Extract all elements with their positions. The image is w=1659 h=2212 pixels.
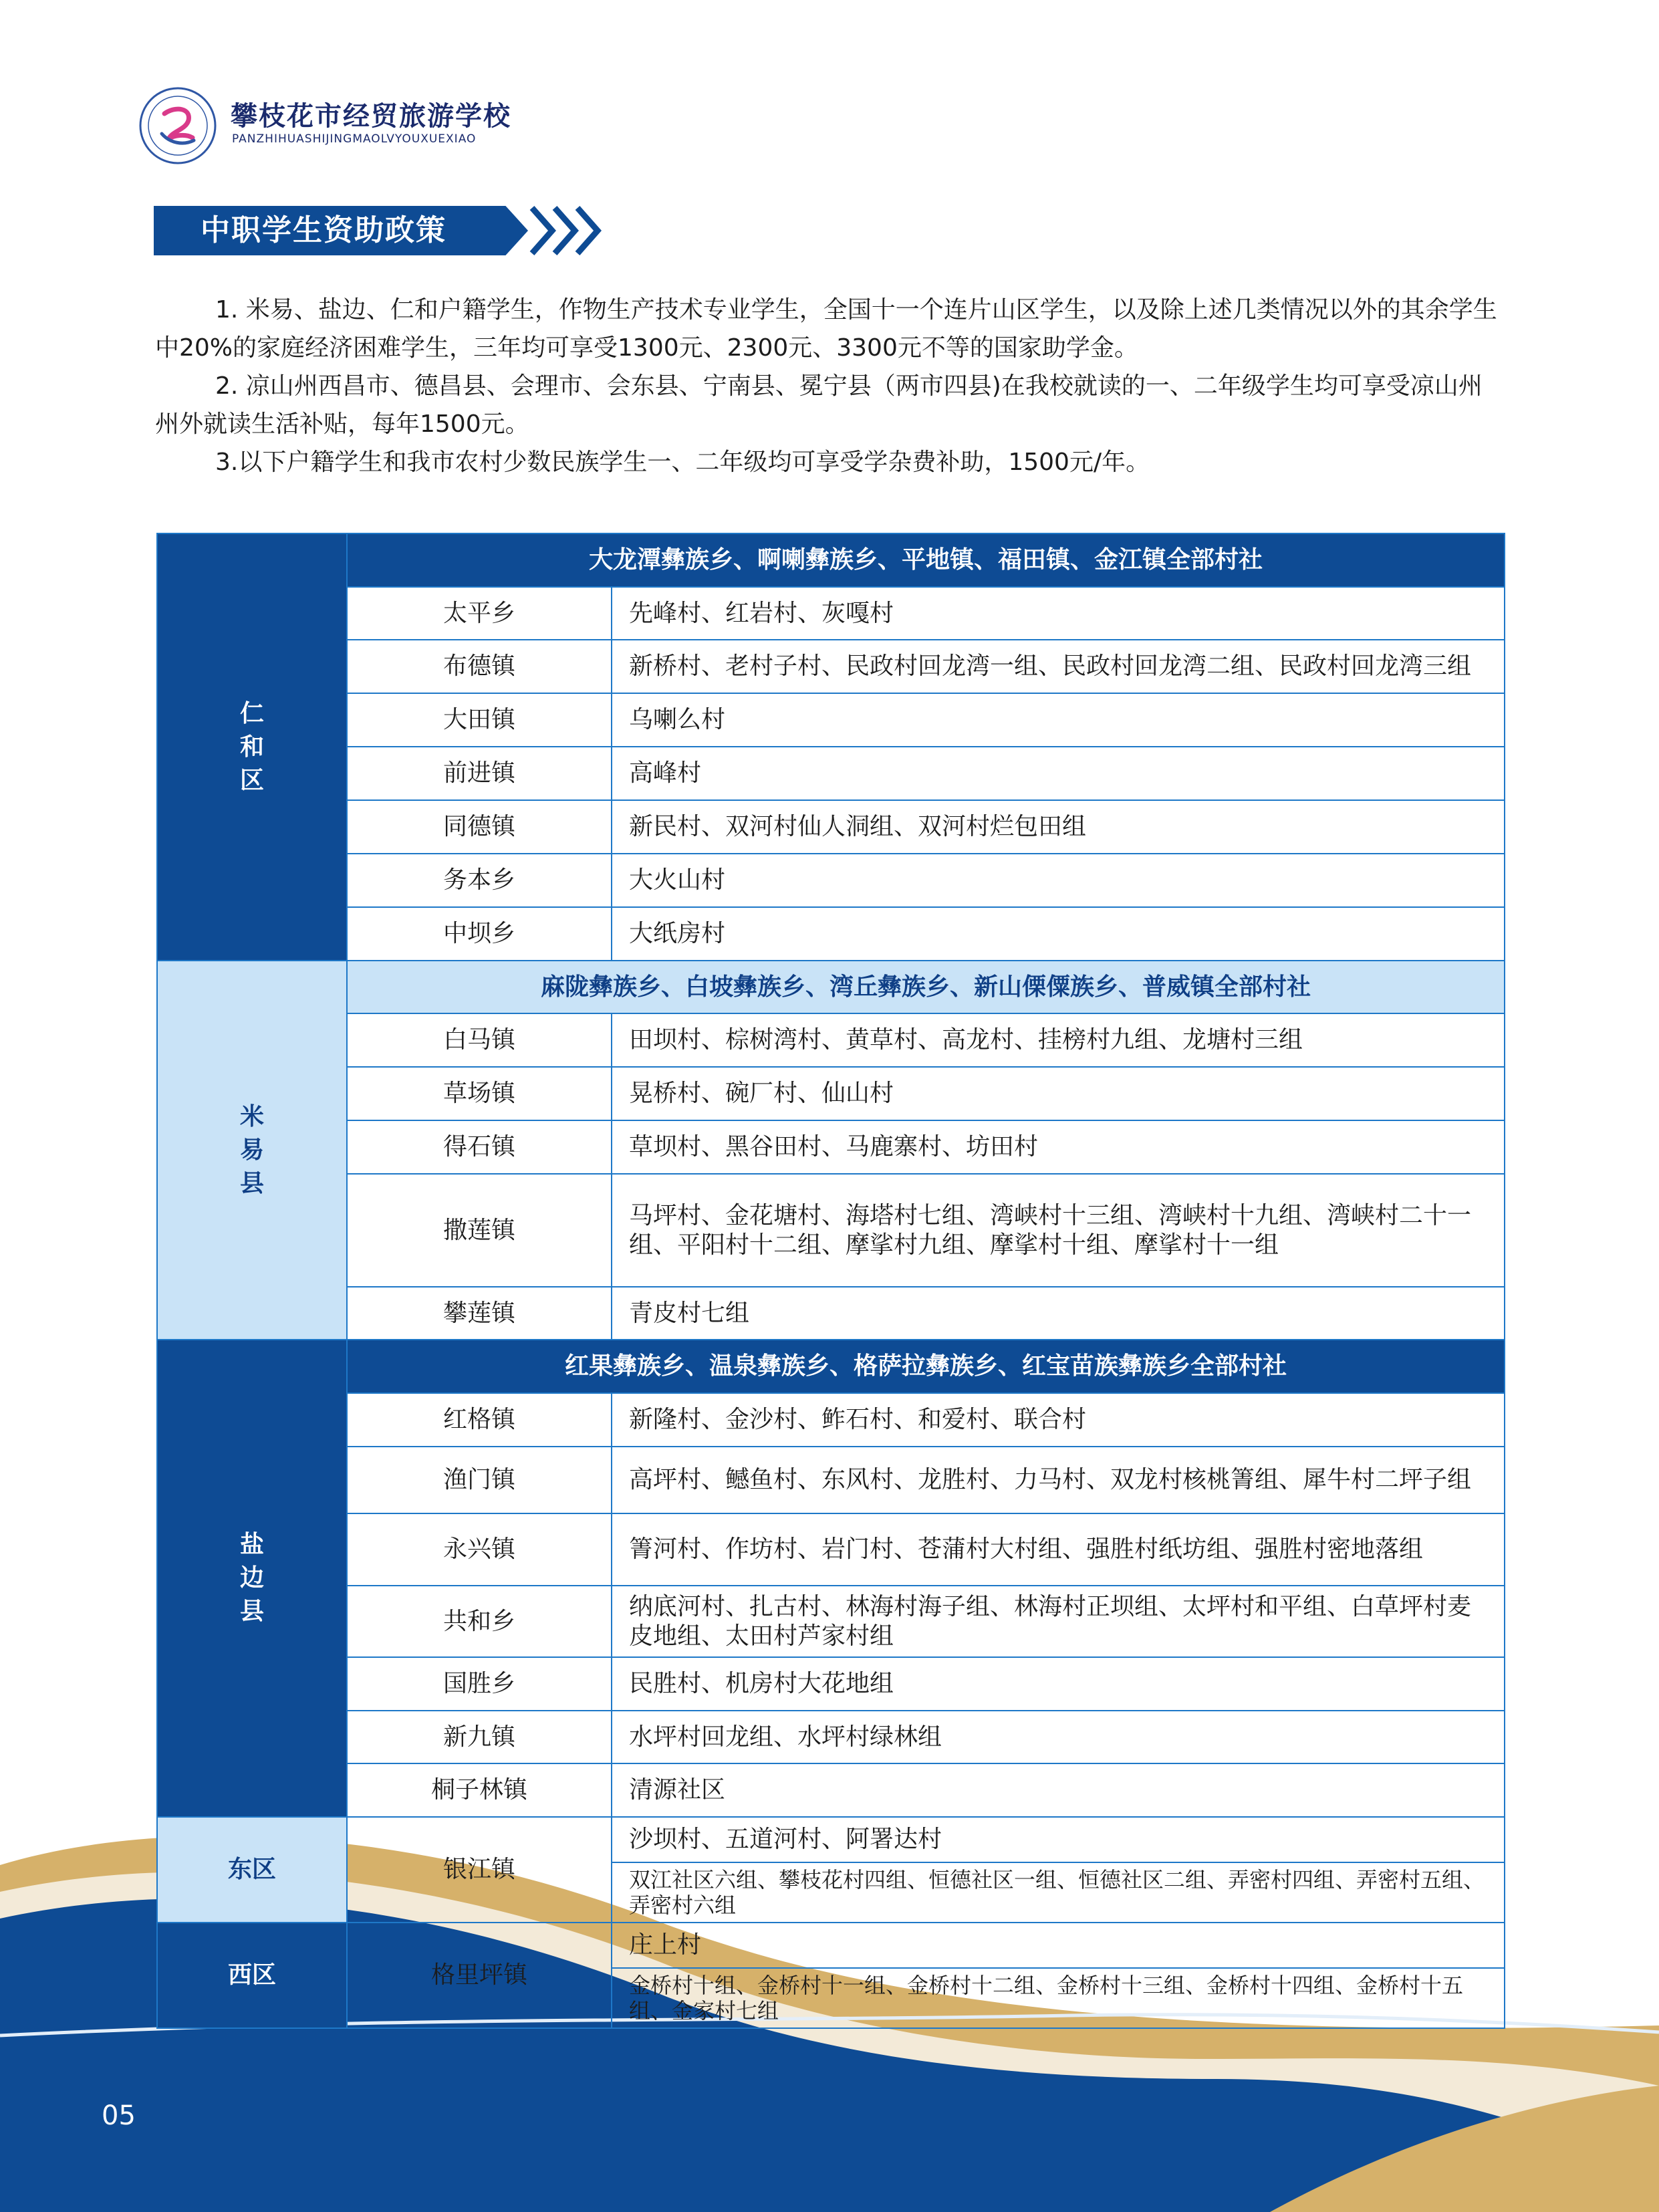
school-name: 攀枝花市经贸旅游学校	[231, 101, 511, 132]
villages-cell: 沙坝村、五道河村、阿署达村	[612, 1817, 1505, 1862]
table-row	[157, 1393, 1505, 1447]
town-cell: 草场镇	[347, 1067, 612, 1120]
town-cell: 共和乡	[347, 1586, 612, 1657]
table-row	[157, 747, 1505, 800]
villages-cell: 水坪村回龙组、水坪村绿林组	[612, 1711, 1505, 1763]
villages-cell: 金桥村十组、金桥村十一组、金桥村十二组、金桥村十三组、金桥村十四组、金桥村十五组、金家村七组	[612, 1968, 1505, 2028]
table-row	[157, 1287, 1505, 1340]
town-cell: 布德镇	[347, 640, 612, 693]
table-row	[157, 533, 1505, 587]
town-cell: 新九镇	[347, 1711, 612, 1763]
subsidy-village-table	[156, 533, 1505, 2029]
villages-cell: 马坪村、金花塘村、海塔村七组、湾峡村十三组、湾峡村十九组、湾峡村二十一组、平阳村十二组、摩挲村九组、摩挲村十组、摩挲村十一组	[612, 1174, 1505, 1287]
region-cell-miyi: 米易县	[157, 961, 347, 1340]
table-row	[157, 1067, 1505, 1120]
policy-item-2: 2. 凉山州西昌市、德昌县、会理市、会东县、宁南县、冕宁县（两市四县)在我校就读的一、二年级学生均可享受凉山州州外就读生活补贴，每年1500元。	[155, 372, 1483, 438]
table-row	[157, 1447, 1505, 1513]
villages-cell: 乌喇么村	[612, 693, 1505, 747]
table-row	[157, 961, 1505, 1013]
town-cell: 撒莲镇	[347, 1174, 612, 1287]
chevron-right-icon	[528, 204, 608, 257]
town-cell: 格里坪镇	[347, 1923, 612, 2028]
villages-cell: 大火山村	[612, 854, 1505, 907]
town-cell: 国胜乡	[347, 1657, 612, 1711]
villages-cell: 草坝村、黑谷田村、马鹿寨村、坊田村	[612, 1120, 1505, 1174]
villages-cell: 高坪村、鳡鱼村、东风村、龙胜村、力马村、双龙村核桃箐组、犀牛村二坪子组	[612, 1447, 1505, 1513]
section-title: 中职学生资助政策	[201, 213, 446, 247]
region-header-miyi: 麻陇彝族乡、白坡彝族乡、湾丘彝族乡、新山傈僳族乡、普威镇全部村社	[347, 961, 1505, 1013]
school-pinyin: PANZHIHUASHIJINGMAOLVYOUXUEXIAO	[232, 132, 477, 146]
table-row	[157, 1513, 1505, 1586]
table-row	[157, 907, 1505, 961]
town-cell: 渔门镇	[347, 1447, 612, 1513]
page-number: 05	[102, 2100, 136, 2131]
town-cell: 同德镇	[347, 800, 612, 854]
table-row	[157, 1763, 1505, 1817]
villages-cell: 青皮村七组	[612, 1287, 1505, 1340]
table-row	[157, 1817, 1505, 1862]
villages-cell: 田坝村、棕树湾村、黄草村、高龙村、挂榜村九组、龙塘村三组	[612, 1013, 1505, 1067]
villages-cell: 民胜村、机房村大花地组	[612, 1657, 1505, 1711]
town-cell: 务本乡	[347, 854, 612, 907]
table-row	[157, 640, 1505, 693]
table-row	[157, 1923, 1505, 1968]
villages-cell: 箐河村、作坊村、岩门村、苍蒲村大村组、强胜村纸坊组、强胜村密地落组	[612, 1513, 1505, 1586]
town-cell: 太平乡	[347, 587, 612, 640]
table-row	[157, 693, 1505, 747]
region-cell-dongqu: 东区	[157, 1817, 347, 1923]
school-logo-icon	[139, 87, 217, 164]
table-row	[157, 800, 1505, 854]
town-cell: 银江镇	[347, 1817, 612, 1923]
town-cell: 前进镇	[347, 747, 612, 800]
table-row	[157, 587, 1505, 640]
town-cell: 大田镇	[347, 693, 612, 747]
villages-cell: 新桥村、老村子村、民政村回龙湾一组、民政村回龙湾二组、民政村回龙湾三组	[612, 640, 1505, 693]
town-cell: 攀莲镇	[347, 1287, 612, 1340]
policy-list	[155, 291, 1505, 481]
villages-cell: 新隆村、金沙村、鲊石村、和爱村、联合村	[612, 1393, 1505, 1447]
villages-cell: 晃桥村、碗厂村、仙山村	[612, 1067, 1505, 1120]
table-row	[157, 1174, 1505, 1287]
region-cell-yanbian: 盐边县	[157, 1340, 347, 1817]
policy-item-3: 3.以下户籍学生和我市农村少数民族学生一、二年级均可享受学杂费补助，1500元/年。	[215, 449, 1150, 476]
table-row	[157, 854, 1505, 907]
region-header-yanbian: 红果彝族乡、温泉彝族乡、格萨拉彝族乡、红宝苗族彝族乡全部村社	[347, 1340, 1505, 1393]
villages-cell: 纳底河村、扎古村、林海村海子组、林海村正坝组、太坪村和平组、白草坪村麦皮地组、太田村芦家村组	[612, 1586, 1505, 1657]
villages-cell: 双江社区六组、攀枝花村四组、恒德社区一组、恒德社区二组、弄密村四组、弄密村五组、弄密村六组	[612, 1862, 1505, 1923]
table-row	[157, 1120, 1505, 1174]
town-cell: 永兴镇	[347, 1513, 612, 1586]
table-row	[157, 1013, 1505, 1067]
villages-cell: 庄上村	[612, 1923, 1505, 1968]
table-row	[157, 1711, 1505, 1763]
villages-cell: 新民村、双河村仙人洞组、双河村烂包田组	[612, 800, 1505, 854]
town-cell: 得石镇	[347, 1120, 612, 1174]
villages-cell: 清源社区	[612, 1763, 1505, 1817]
region-cell-renhe: 仁和区	[157, 533, 347, 961]
table-row	[157, 1657, 1505, 1711]
villages-cell: 大纸房村	[612, 907, 1505, 961]
table-row	[157, 1340, 1505, 1393]
policy-item-1: 1. 米易、盐边、仁和户籍学生，作物生产技术专业学生，全国十一个连片山区学生，以及除上述几类情况以外的其余学生中20%的家庭经济困难学生，三年均可享受1300元、2300元、3300元不等的国家助学金。	[155, 296, 1497, 362]
region-cell-xiqu: 西区	[157, 1923, 347, 2028]
table-row	[157, 1586, 1505, 1657]
town-cell: 中坝乡	[347, 907, 612, 961]
villages-cell: 高峰村	[612, 747, 1505, 800]
region-header-renhe: 大龙潭彝族乡、啊喇彝族乡、平地镇、福田镇、金江镇全部村社	[347, 533, 1505, 587]
town-cell: 红格镇	[347, 1393, 612, 1447]
villages-cell: 先峰村、红岩村、灰嘎村	[612, 587, 1505, 640]
town-cell: 白马镇	[347, 1013, 612, 1067]
town-cell: 桐子林镇	[347, 1763, 612, 1817]
